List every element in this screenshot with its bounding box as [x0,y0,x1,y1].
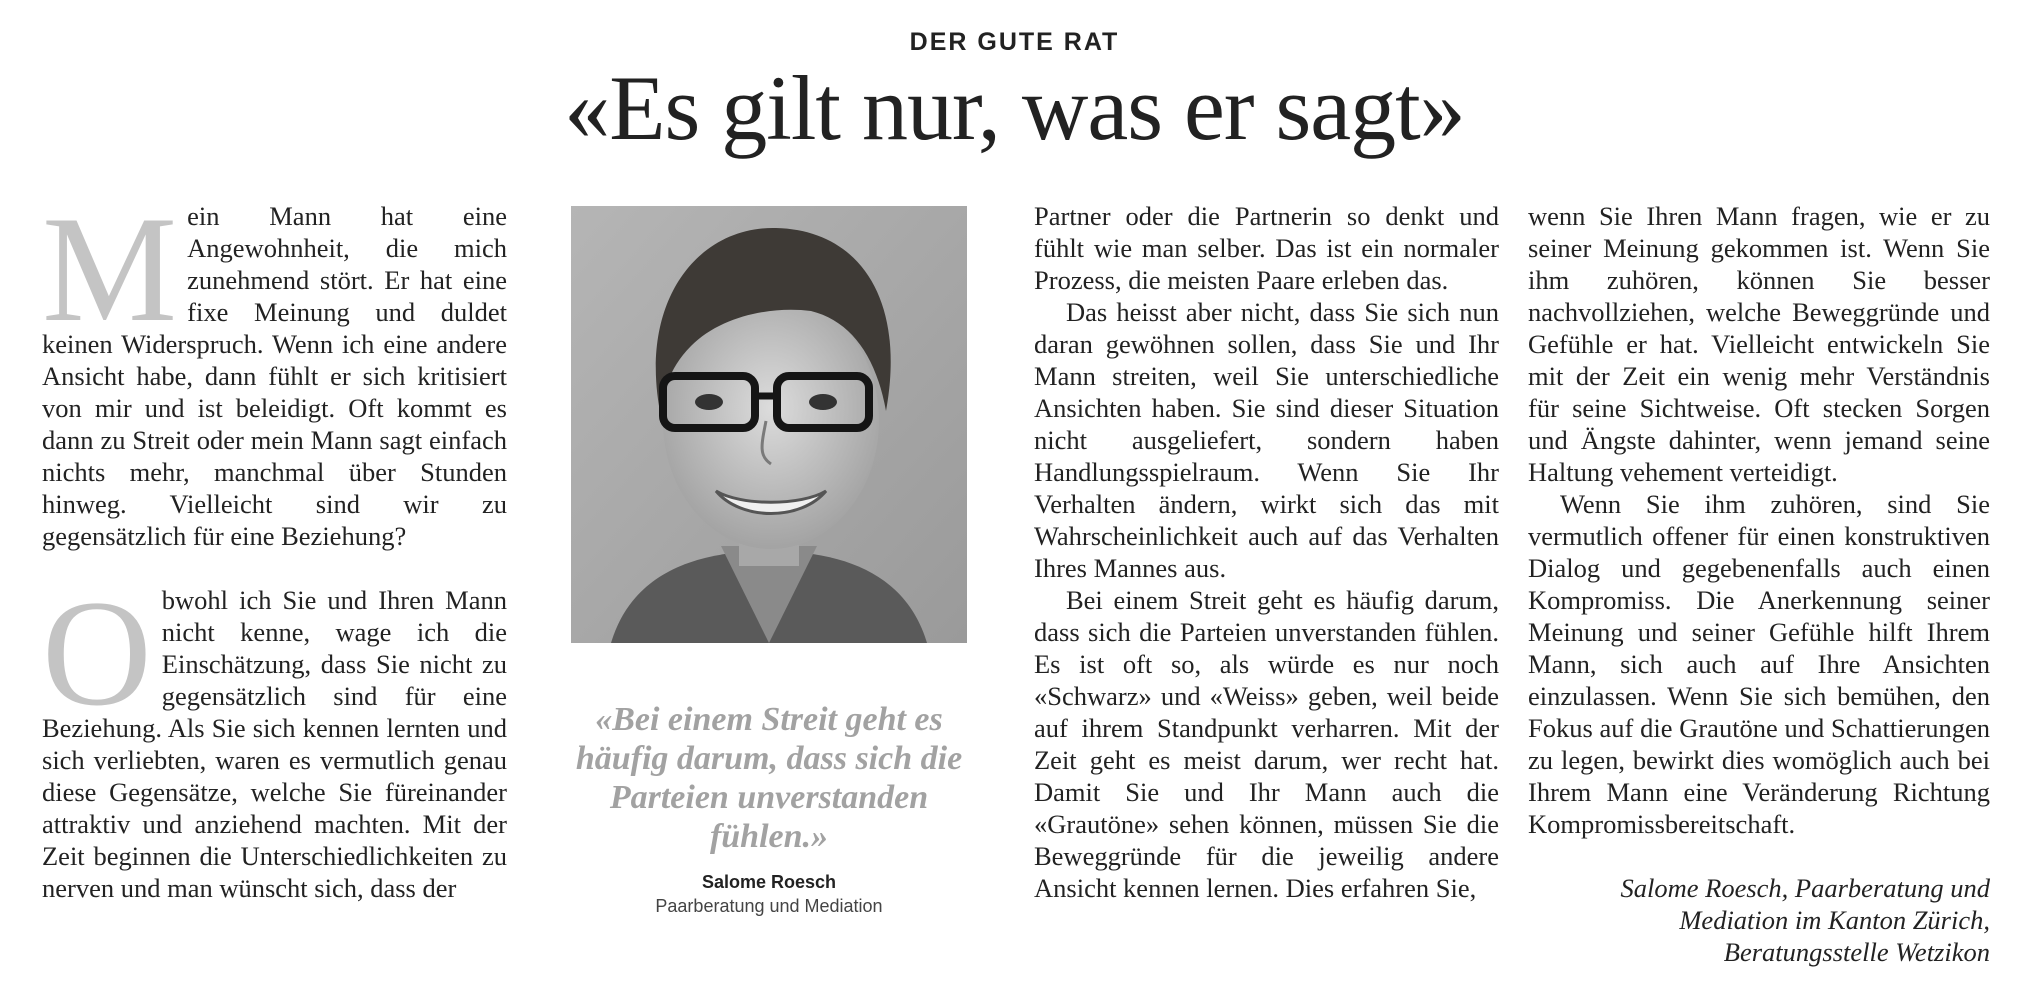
pull-quote-author: Salome Roesch [701,872,837,892]
dropcap-o: O [42,569,152,737]
column-4 [1528,200,1990,968]
column-3 [1034,200,1499,904]
answer-paragraph-continued: Partner oder die Partnerin so denkt und fühlt wie man selber. Das ist ein normaler Prozess, die meisten Paare erleben das. [1034,201,1499,295]
section-kicker: DER GUTE RAT [909,28,1120,56]
headline: «Es gilt nur, was er sagt» [564,57,1465,159]
answer-text-1: bwohl ich Sie und Ihren Mann nicht kenne, wage ich die Einschätzung, dass Sie nicht zu gegensätzlich sind für eine Beziehung. Als Sie sich kennen lernten und sich verliebten, waren es vermutlich genau diese Gegensätze, welche Sie füreinander attraktiv und anziehend machten. Mit der Zeit beginnen die Unterschiedlichkeiten zu nerven und man wünscht sich, dass der [42,585,507,903]
answer-paragraph-1 [42,569,507,904]
question-text: ein Mann hat eine Angewohnheit, die mich zunehmend stört. Er hat eine fixe Meinung und duldet keinen Widerspruch. Wenn ich eine andere Ansicht habe, dann fühlt er sich kritisiert von mir und ist beleidigt. Oft kommt es dann zu Streit oder mein Mann sagt einfach nichts mehr, manchmal über Stunden hinweg. Vielleicht sind wir zu gegensätzlich für eine Beziehung? [42,201,507,551]
answer-paragraph-3: Bei einem Streit geht es häufig darum, dass sich die Parteien unverstanden fühlen. Es ist oft so, als würde es nur noch «Schwarz» und «Weiss» geben, weil beide auf ihrem Standpunkt verharren. Mit der Zeit geht es meist darum, wer recht hat. Damit Sie und Ihr Mann auch die «Grautöne» sehen können, müssen Sie die Beweggründe für die jeweilig andere Ansicht kennen lernen. Dies erfahren Sie, [1034,585,1499,903]
pull-quote-role: Paarberatung und Mediation [655,896,883,916]
author-portrait-photo [571,206,967,643]
signature-line-3: Beratungsstelle Wetzikon [1723,937,1990,967]
signature-line-1: Salome Roesch, Paarberatung und [1620,873,1990,903]
column-1 [42,185,507,904]
answer-paragraph-continued: wenn Sie Ihren Mann fragen, wie er zu seiner Meinung gekommen ist. Wenn Sie ihm zuhören, können Sie besser nachvollziehen, welche Beweggründe und Gefühle er hat. Vielleicht entwickeln Sie mit der Zeit ein wenig mehr Verständnis für seine Sichtweise. Oft stecken Sorgen und Ängste dahinter, wenn jemand seine Haltung vehement verteidigt. [1528,201,1990,487]
pull-quote: «Bei einem Streit geht es häufig darum, dass sich die Parteien unverstanden fühlen.» [575,701,963,855]
answer-paragraph-4: Wenn Sie ihm zuhören, sind Sie vermutlich offener für einen konstruktiven Dialog und gegebenenfalls auch einen Kompromiss. Die Anerkennung seiner Meinung und seiner Gefühle hilft Ihrem Mann, sich auch auf Ihre Ansichten einzulassen. Wenn Sie sich bemühen, den Fokus auf die Grautöne und Schattierungen zu legen, bewirkt dies womöglich auch bei Ihrem Mann eine Veränderung Richtung Kompromissbereitschaft. [1528,489,1990,839]
answer-paragraph-2: Das heisst aber nicht, dass Sie sich nun daran gewöhnen sollen, dass Sie und Ihr Mann streiten, weil Sie unterschiedliche Ansichten haben. Sie sind dieser Situation nicht ausgeliefert, sondern haben Handlungsspielraum. Wenn Sie Ihr Verhalten ändern, wirkt sich das mit Wahrscheinlichkeit auch auf das Verhalten Ihres Mannes aus. [1034,297,1499,583]
question-paragraph [42,185,507,552]
signature-line-2: Mediation im Kanton Zürich, [1679,905,1990,935]
author-signature [1528,872,1990,968]
dropcap-m: M [42,185,178,353]
portrait-illustration [571,206,967,643]
